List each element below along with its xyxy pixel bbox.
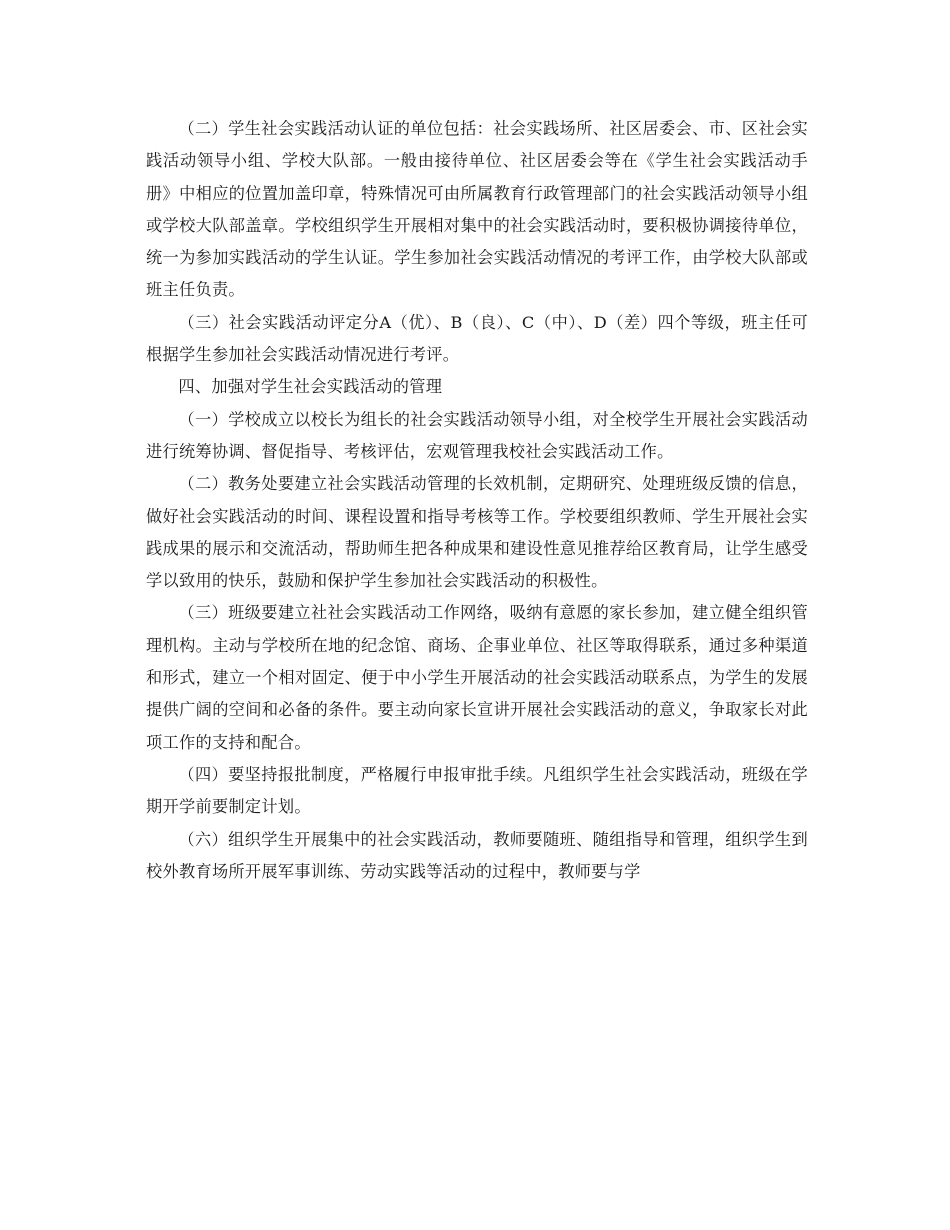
paragraph-leadership-group: （一）学校成立以校长为组长的社会实践活动领导小组，对全校学生开展社会实践活动进行统筹协调、督促指导、考核评估，宏观管理我校社会实践活动工作。 [146, 409, 808, 461]
paragraph-teacher-guidance: （六）组织学生开展集中的社会实践活动，教师要随班、随组指导和管理，组织学生到校外教育场所开展军事训练、劳动实践等活动的过程中，教师要与学 [146, 829, 808, 881]
paragraph-approval-system: （四）要坚持报批制度，严格履行申报审批手续。凡组织学生社会实践活动，班级在学期开学前要制定计划。 [146, 764, 808, 817]
document-body [146, 113, 808, 888]
paragraph-grading-levels: （三）社会实践活动评定分A（优）、B（良）、C（中）、D（差）四个等级，班主任可根据学生参加社会实践活动情况进行考评。 [146, 312, 808, 365]
paragraph-certification-units: （二）学生社会实践活动认证的单位包括：社会实践场所、社区居委会、市、区社会实践活动领导小组、学校大队部。一般由接待单位、社区居委会等在《学生社会实践活动手册》中相应的位置加盖印章，特殊情况可由所属教育行政管理部门的社会实践活动领导小组或学校大队部盖章。学校组织学生开展相对集中的社会实践活动时，要积极协调接待单位，统一为参加实践活动的学生认证。学生参加社会实践活动情况的考评工作，由学校大队部或班主任负责。 [146, 119, 808, 300]
paragraph-academic-office: （二）教务处要建立社会实践活动管理的长效机制，定期研究、处理班级反馈的信息，做好社会实践活动的时间、课程设置和指导考核等工作。学校要组织教师、学生开展社会实践成果的展示和交流活动，帮助师生把各种成果和建设性意见推荐给区教育局，让学生感受学以致用的快乐，鼓励和保护学生参加社会实践活动的积极性。 [146, 474, 808, 591]
section-heading-management: 四、加强对学生社会实践活动的管理 [178, 377, 443, 397]
paragraph-class-network: （三）班级要建立社社会实践活动工作网络，吸纳有意愿的家长参加，建立健全组织管理机构。主动与学校所在地的纪念馆、商场、企事业单位、社区等取得联系，通过多种渠道和形式，建立一个相对固定、便于中小学生开展活动的社会实践活动联系点，为学生的发展提供广阔的空间和必备的条件。要主动向家长宣讲开展社会实践活动的意义，争取家长对此项工作的支持和配合。 [146, 603, 808, 752]
